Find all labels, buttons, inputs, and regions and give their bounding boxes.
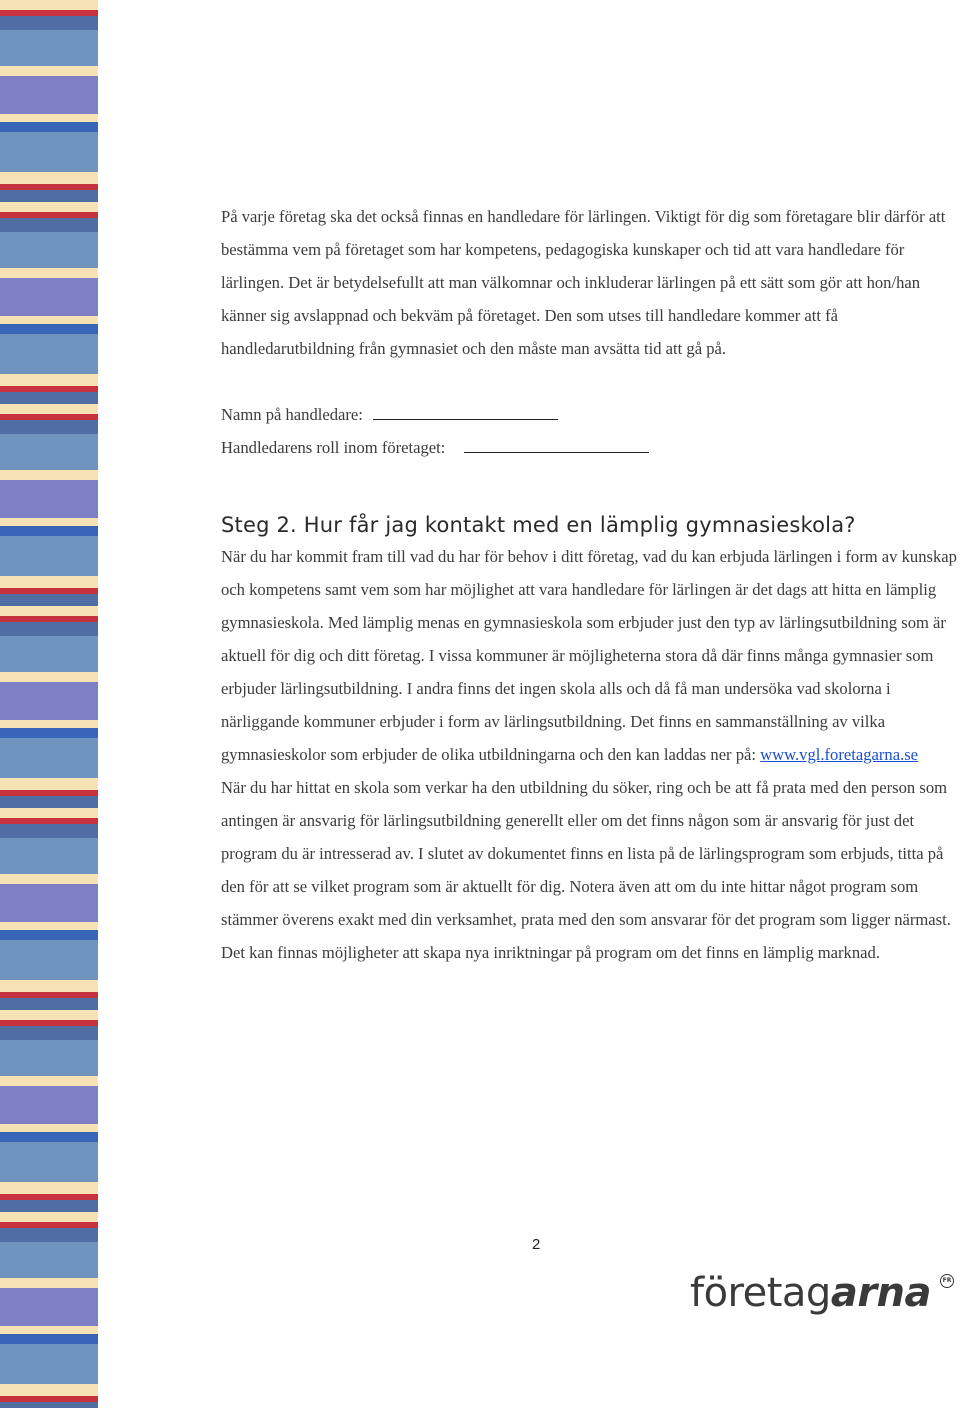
stripe-band — [0, 672, 98, 682]
stripe-band — [0, 172, 98, 184]
stripe-band — [0, 808, 98, 818]
stripe-band — [0, 518, 98, 526]
stripe-band — [0, 824, 98, 838]
logo-wordmark — [690, 1270, 931, 1316]
stripe-band — [0, 66, 98, 76]
stripe-band — [0, 738, 98, 778]
stripe-band — [0, 1132, 98, 1142]
stripe-band — [0, 998, 98, 1010]
stripe-band — [0, 114, 98, 122]
stripe-band — [0, 1010, 98, 1020]
handledare-name-label: Namn på handledare: — [221, 405, 363, 424]
stripe-band — [0, 1278, 98, 1288]
stripe-band — [0, 884, 98, 922]
stripe-band — [0, 980, 98, 992]
stripe-band — [0, 480, 98, 518]
stripe-band — [0, 576, 98, 588]
stripe-band — [0, 720, 98, 728]
stripe-band — [0, 526, 98, 536]
stripe-band — [0, 1200, 98, 1212]
stripe-band — [0, 940, 98, 980]
stripe-band — [0, 682, 98, 720]
foretagarna-logo — [690, 1270, 952, 1316]
handledare-role-row — [221, 431, 960, 464]
page-number: 2 — [532, 1236, 541, 1253]
stripe-band — [0, 122, 98, 132]
stripe-band — [0, 434, 98, 470]
section-heading-steg-2: Steg 2. Hur får jag kontakt med en lämplig gymnasieskola? — [221, 513, 856, 537]
stripe-band — [0, 1026, 98, 1040]
stripe-band — [0, 622, 98, 636]
stripe-band — [0, 1288, 98, 1326]
paragraph-handledare: På varje företag ska det också finnas en handledare för lärlingen. Viktigt för dig som företagare blir därför att bestämma vem på företaget som har kompetens, pedagogiska kunskaper och tid att vara handledare för lärlingen. Det är betydelsefullt att man välkomnar och inkluderar lärlingen på ett sätt som gör att hon/han känner sig avslappnad och bekväm på företaget. Den som utses till handledare kommer att få handledarutbildning från gymnasiet och den måste man avsätta tid att gå på. — [221, 207, 946, 358]
stripe-band — [0, 1402, 98, 1408]
stripe-band — [0, 392, 98, 404]
stripe-band — [0, 324, 98, 334]
stripe-band — [0, 594, 98, 606]
stripe-band — [0, 374, 98, 386]
stripe-band — [0, 404, 98, 414]
stripe-band — [0, 268, 98, 278]
stripe-band — [0, 796, 98, 808]
stripe-band — [0, 778, 98, 790]
stripe-band — [0, 76, 98, 114]
stripe-band — [0, 132, 98, 172]
stripe-band — [0, 606, 98, 616]
logo-wordmark-part2: arna — [830, 1270, 932, 1316]
stripe-band — [0, 838, 98, 874]
stripe-band — [0, 1086, 98, 1124]
decorative-stripe-border — [0, 0, 98, 1408]
stripe-band — [0, 1384, 98, 1396]
stripe-band — [0, 1242, 98, 1278]
document-content — [221, 200, 960, 969]
handledare-name-line[interactable] — [373, 405, 558, 420]
stripe-band — [0, 420, 98, 434]
stripe-band — [0, 636, 98, 672]
stripe-band — [0, 1228, 98, 1242]
stripe-band — [0, 16, 98, 30]
stripe-band — [0, 218, 98, 232]
paragraph-kontakt-text: När du har kommit fram till vad du har för behov i ditt företag, vad du kan erbjuda lärlingen i form av kunskap och kompetens samt vem som har möjlighet att vara handledare för lärlingen är det dags att hitta en lämplig gymnasieskola. Med lämplig menas en gymnasieskola som erbjuder just den typ av lärlingsutbildning som är aktuell för dig och ditt företag. I vissa kommuner är möjligheterna stora då där finns många gymnasier som erbjuder lärlingsutbildning. I andra finns det ingen skola alls och då få man undersöka vad skolorna i närliggande kommuner erbjuder i form av lärlingsutbildning. Det finns en sammanställning av vilka gymnasieskolor som erbjuder de olika utbildningarna och den kan laddas ner på: — [221, 547, 957, 764]
stripe-band — [0, 930, 98, 940]
stripe-band — [0, 1142, 98, 1182]
stripe-band — [0, 30, 98, 66]
stripe-band — [0, 278, 98, 316]
stripe-band — [0, 232, 98, 268]
stripe-band — [0, 922, 98, 930]
stripe-band — [0, 1076, 98, 1086]
logo-badge-icon: FR — [940, 1274, 954, 1288]
stripe-band — [0, 190, 98, 202]
stripe-band — [0, 874, 98, 884]
stripe-band — [0, 202, 98, 212]
stripe-band — [0, 0, 98, 10]
stripe-band — [0, 316, 98, 324]
paragraph-hittat-skola: När du har hittat en skola som verkar ha den utbildning du söker, ring och be att få prata med den person som antingen är ansvarig för lärlingsutbildning generellt eller om det finns någon som är ansvarig för just det program du är intresserad av. I slutet av dokumentet finns en lista på de lärlingsprogram som erbjuds, titta på den för att se vilket program som är aktuellt för dig. Notera även att om du inte hittar något program som stämmer överens exakt med din verksamhet, prata med den som ansvarar för det program som ligger närmast. Det kan finnas möjligheter att skapa nya inriktningar på program om det finns en lämplig marknad. — [221, 778, 951, 962]
handledare-role-line[interactable] — [464, 438, 649, 453]
handledare-name-row — [221, 398, 960, 431]
stripe-band — [0, 1326, 98, 1334]
vgl-foretagarna-link[interactable]: www.vgl.foretagarna.se — [760, 745, 919, 764]
stripe-band — [0, 1334, 98, 1344]
stripe-band — [0, 470, 98, 480]
paragraph-kontakt-gymnasieskola — [221, 540, 960, 771]
stripe-band — [0, 1212, 98, 1222]
logo-wordmark-part1: företag — [690, 1270, 831, 1316]
stripe-band — [0, 334, 98, 374]
handledare-fields — [221, 398, 960, 464]
stripe-band — [0, 1344, 98, 1384]
handledare-role-label: Handledarens roll inom företaget: — [221, 438, 446, 457]
stripe-band — [0, 536, 98, 576]
stripe-band — [0, 728, 98, 738]
stripe-band — [0, 1040, 98, 1076]
stripe-band — [0, 1124, 98, 1132]
stripe-band — [0, 1182, 98, 1194]
